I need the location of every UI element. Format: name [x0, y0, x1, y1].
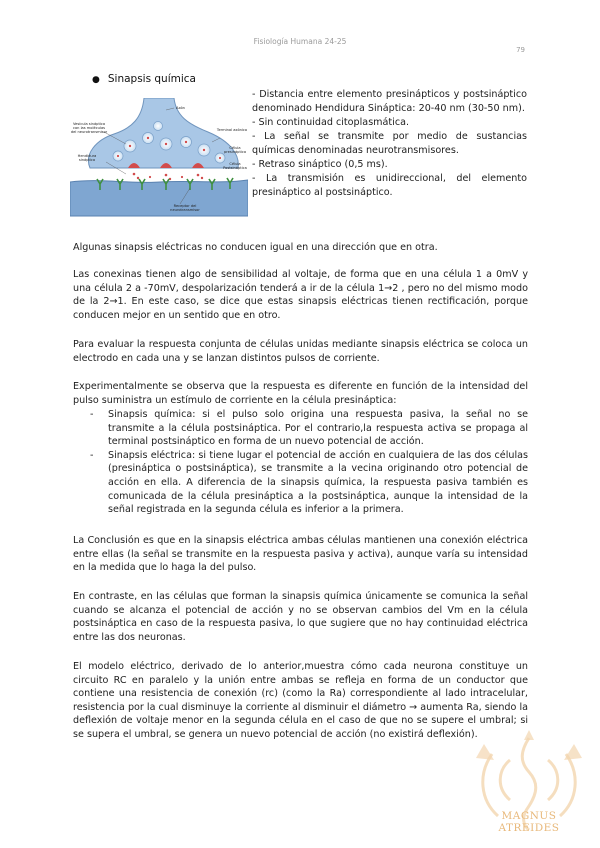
heading-text: Sinapsis química [107, 73, 196, 85]
paragraph: Experimentalmente se observa que la respuesta es diferente en función de la intensidad del pulso suministra un estímulo de corriente en la célula presináptica: [73, 381, 528, 406]
property-item: - Distancia entre elemento presinápticos y postsináptico denominado Hendidura Sináptica: 20-40 nm (30-50 nm). [252, 89, 527, 114]
list-item [90, 449, 528, 517]
property-item: - Sin continuidad citoplasmática. [252, 117, 410, 128]
postsynaptic-cell-shape [70, 180, 248, 216]
paragraph: En contraste, en las células que forman la sinapsis química únicamente se comunica la señal cuando se alcanza el potencial de acción y no se observan cambios del Vm en la célula postsináptica en caso de la respuesta pasiva, lo que sugiere que no hay continuidad eléctrica entre las dos neuronas. [73, 591, 528, 643]
property-item: - La transmisión es unidireccional, del elemento presináptico al postsináptico. [252, 173, 527, 198]
list-item-text: Sinapsis química: si el pulso solo origina una respuesta pasiva, la señal no se transmite a la célula postsináptica. Por el contrario,la respuesta activa se propaga al terminal postsináptico en forma de un nuevo potencial de acción. [108, 409, 528, 448]
label-axon: Axón [176, 106, 185, 110]
property-item: - Retraso sináptico (0,5 ms). [252, 159, 388, 170]
paragraph: La Conclusión es que en la sinapsis eléctrica ambas células mantienen una conexión eléctrica entre ellas (la señal se transmite en la respuesta pasiva y activa), aunque varía su intensidad en la medida que lo haga la del pulso. [73, 535, 528, 574]
synapse-properties-list [252, 88, 527, 200]
label-postsynaptic: Célula Postsináptica [223, 162, 247, 170]
label-vesicle: Vesícula sináptica con las moléculas del neurotransmisor [70, 122, 108, 134]
list-item-text: Sinapsis eléctrica: si tiene lugar el potencial de acción en cualquiera de las dos células (presináptica o postsináptica), se transmite a la vecina originando otro potencial de acción en ella. A diferencia de la sinapsis química, la respuesta pasiva también es comunicada de la célula presináptica a la postsináptica, aunque la intensidad de la señal registrada en la segunda célula es inferior a la primera. [108, 449, 528, 516]
paragraph: Para evaluar la respuesta conjunta de células unidas mediante sinapsis eléctrica se coloca un electrodo en cada una y se lanzan distintos pulsos de corriente. [73, 339, 528, 364]
label-presynaptic: Célula presináptica [223, 146, 247, 154]
experiment-list [90, 408, 528, 517]
synapse-illustration [70, 98, 248, 223]
paragraph: Algunas sinapsis eléctricas no conducen igual en una dirección que en otra. [73, 242, 438, 253]
bullet-icon: ● [92, 75, 100, 85]
paragraph: El modelo eléctrico, derivado de lo anterior,muestra cómo cada neurona constituye un circuito RC en paralelo y la unión entre ambas se refleja en forma de un conductor que contiene una resistencia de conexión (rc) (como la Ra) correspondiente al lado intracelular, resistencia por la cual disminuye la corriente al disminuir el diámetro → aumenta Ra, siendo la deflexión de voltaje menor en la segunda célula en el caso de que no se supere el umbral; si se supera el umbral, se genera un nuevo potencial de acción (no existirá deflexión). [73, 661, 528, 740]
label-receptor: Receptor del neurotransmisor [170, 204, 200, 212]
section-heading-synapse [92, 73, 196, 85]
page-number: 79 [516, 46, 525, 54]
list-item [90, 408, 528, 449]
page-header: Fisiología Humana 24-25 [253, 37, 347, 46]
dash-marker: - [90, 449, 94, 461]
dash-marker: - [90, 409, 94, 420]
label-terminal: Terminal axónico [216, 128, 248, 132]
label-cleft: Hendidura sináptica [77, 154, 97, 162]
property-item: - La señal se transmite por medio de sustancias químicas denominadas neurotransmisores. [252, 131, 527, 156]
watermark-text: MAGNUS ATREIDES [498, 810, 560, 834]
paragraph: Las conexinas tienen algo de sensibilidad al voltaje, de forma que en una célula 1 a 0mV y una célula 2 a -70mV, despolarización tenderá a ir de la célula 1→2 , pero no del mismo modo de la 2→1. En este caso, se dice que estas sinapsis eléctricas tienen rectificación, porque conducen mejor en un sentido que en otro. [73, 269, 528, 321]
